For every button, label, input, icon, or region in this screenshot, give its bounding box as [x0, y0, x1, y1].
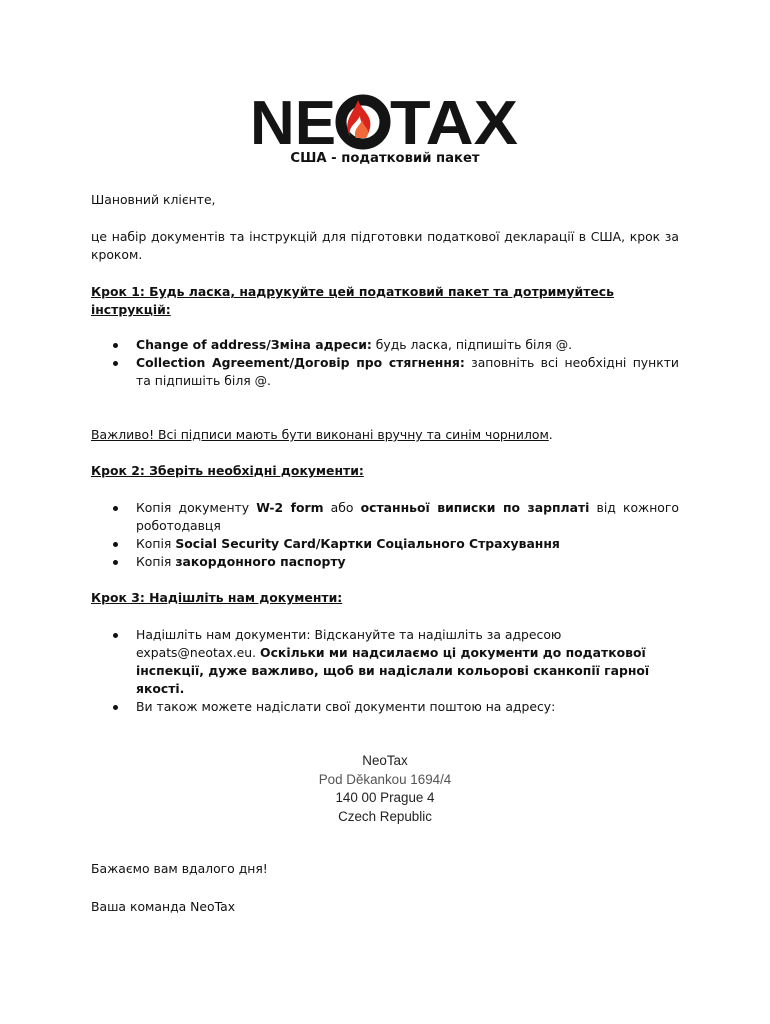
greeting: Шановний клієнте,	[91, 192, 216, 207]
item-bold-text: закордонного паспорту	[175, 554, 346, 569]
item-bold-text: останньої виписки по зарплаті	[360, 500, 590, 515]
list-item	[91, 499, 679, 535]
item-text: заповніть всі необхідні пункти та підпишіть біля @.	[136, 355, 679, 388]
item-text: Копія	[136, 536, 176, 551]
flame-o-icon	[341, 100, 385, 144]
item-text: Ви також можете надіслати свої документи поштою на адресу:	[136, 699, 556, 714]
logo-text-right: TAX	[390, 92, 518, 150]
step1-list	[91, 336, 679, 390]
step2-heading: Крок 2: Зберіть необхідні документи:	[91, 463, 364, 478]
list-item	[91, 553, 679, 571]
item-text: від кожного роботодавця	[136, 500, 679, 533]
item-text: або	[323, 500, 361, 515]
item-bold-text: Social Security Card/Картки Соціального Страхування	[175, 536, 560, 551]
signature: Ваша команда NeoTax	[91, 899, 236, 914]
neotax-logo	[250, 92, 520, 150]
logo-text-left: NE	[250, 92, 336, 150]
important-note	[91, 426, 679, 444]
page-title: США - податковий пакет	[290, 151, 480, 166]
bullet-icon	[113, 542, 118, 547]
item-bold-text: Change of address/Зміна адреси:	[136, 337, 372, 352]
list-item	[91, 354, 679, 390]
address-name: NeoTax	[362, 753, 408, 768]
important-text: Важливо! Всі підписи мають бути виконані вручну та синім чорнилом	[91, 427, 549, 442]
postal-address	[0, 752, 770, 826]
item-bold-text: W-2 form	[256, 500, 324, 515]
item-text: Копія	[136, 554, 176, 569]
intro-paragraph: це набір документів та інструкцій для підготовки податкової декларації в США, крок за кроком.	[91, 229, 679, 262]
address-country: Czech Republic	[338, 808, 432, 824]
item-bold-text: Collection Agreement/Договір про стягнення:	[136, 355, 465, 370]
bullet-icon	[113, 343, 118, 348]
item-text: Надішліть нам документи: Відскануйте та надішліть за адресою expats@neotax.eu.	[136, 627, 562, 660]
address-city: 140 00 Prague 4	[335, 790, 435, 805]
bullet-icon	[113, 560, 118, 565]
bullet-icon	[113, 705, 118, 710]
list-item	[91, 698, 661, 716]
step3-list	[91, 626, 661, 716]
list-item	[91, 535, 679, 553]
list-item	[91, 626, 661, 698]
item-text: Копія документу	[136, 500, 257, 515]
bullet-icon	[113, 361, 118, 366]
bullet-icon	[113, 633, 118, 638]
step1-heading: Крок 1: Будь ласка, надрукуйте цей податковий пакет та дотримуйтесь інструкцій:	[91, 284, 614, 317]
list-item	[91, 336, 679, 354]
closing-line: Бажаємо вам вдалого дня!	[91, 861, 268, 876]
item-bold-text: Оскільки ми надсилаємо ці документи до податкової інспекції, дуже важливо, щоб ви надіслали кольорові сканкопії гарної якості.	[136, 645, 650, 696]
address-street: Pod Děkankou 1694/4	[318, 771, 452, 787]
step2-list	[91, 499, 679, 571]
bullet-icon	[113, 506, 118, 511]
important-period: .	[548, 427, 553, 442]
item-text: будь ласка, підпишіть біля @.	[371, 337, 573, 352]
step3-heading: Крок 3: Надішліть нам документи:	[91, 590, 343, 605]
